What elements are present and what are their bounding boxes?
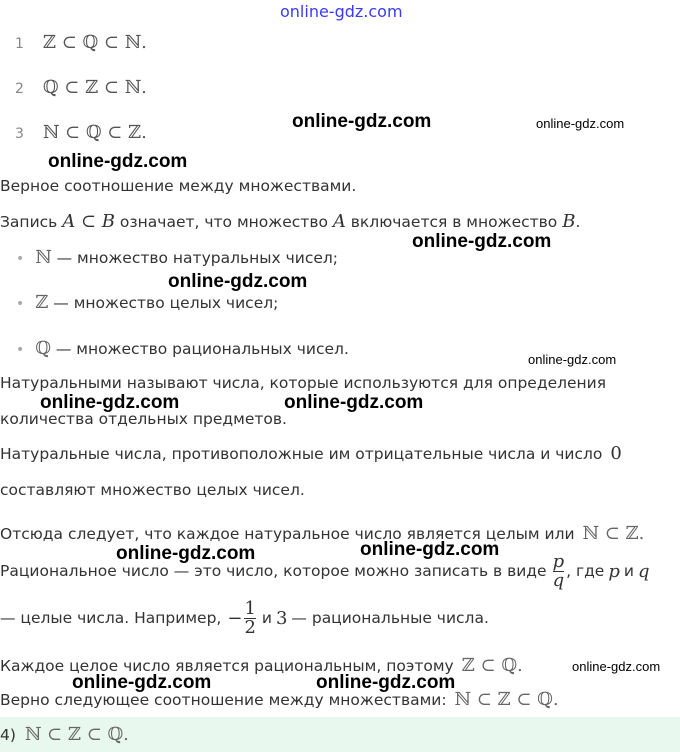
- watermark: online-gdz.com: [116, 543, 256, 564]
- answer-number: 4): [0, 726, 16, 744]
- watermark: online-gdz.com: [168, 271, 308, 292]
- bullet-natural: • ℕ — множество натуральных чисел;: [16, 247, 339, 268]
- watermark: online-gdz.com: [284, 392, 424, 413]
- bullet-icon: •: [16, 251, 25, 267]
- watermark-small: online-gdz.com: [536, 116, 625, 131]
- para-integer-line-2: составляют множество целых чисел.: [0, 481, 305, 499]
- notation-paragraph: Запись A ⊂ B означает, что множество A включается в множество B.: [0, 211, 581, 232]
- para-rational-line-1: Рациональное число — это число, которое можно записать в виде $\frac{p}{q}$ , где p и q: [0, 550, 650, 591]
- watermark: online-gdz.com: [412, 231, 552, 252]
- option-3: [15, 122, 147, 143]
- watermark-small: online-gdz.com: [572, 659, 661, 674]
- bullet-icon: •: [16, 296, 25, 312]
- bullet-icon: •: [16, 342, 25, 358]
- option-number: 3: [15, 126, 24, 142]
- watermark-small: online-gdz.com: [528, 352, 617, 367]
- watermark: online-gdz.com: [360, 539, 500, 560]
- watermark: online-gdz.com: [48, 151, 188, 172]
- option-number: 1: [15, 36, 24, 52]
- watermark: online-gdz.com: [292, 111, 432, 132]
- watermark: online-gdz.com: [72, 672, 212, 693]
- para-natural-line-2: количества отдельных предметов.: [0, 410, 287, 428]
- set-a: A: [62, 211, 76, 232]
- fraction-p-q: $\frac{p}{q}$: [552, 550, 565, 591]
- watermark: online-gdz.com: [40, 392, 180, 413]
- para-hence: Отсюда следует, что каждое натуральное число является целым или ℕ ⊂ ℤ.: [0, 523, 645, 544]
- answer-box: [0, 717, 680, 752]
- watermark: online-gdz.com: [316, 672, 456, 693]
- option-number: 2: [15, 81, 24, 97]
- para-natural-line-1: Натуральными называют числа, которые используются для определения: [0, 374, 607, 392]
- option-formula: ℕ ⊂ ℚ ⊂ ℤ.: [42, 122, 147, 143]
- bullet-integer: • ℤ — множество целых чисел;: [16, 292, 279, 313]
- fraction-one-half: $\frac{1}{2}$: [244, 597, 256, 638]
- answer: [0, 724, 129, 745]
- option-formula: ℤ ⊂ ℚ ⊂ ℕ.: [42, 32, 147, 53]
- bullet-rational: • ℚ — множество рациональных чисел.: [16, 338, 349, 359]
- option-formula: ℚ ⊂ ℤ ⊂ ℕ.: [42, 77, 147, 98]
- task-text: Верное соотношение между множествами.: [0, 177, 357, 195]
- para-every: Каждое целое число является рациональным, поэтому ℤ ⊂ ℚ.: [0, 655, 523, 676]
- para-correct: Верно следующее соотношение между множествами: ℕ ⊂ ℤ ⊂ ℚ.: [0, 689, 559, 710]
- zero: 0: [610, 443, 622, 464]
- option-1: [15, 32, 147, 53]
- watermark-top: online-gdz.com: [280, 2, 403, 21]
- answer-formula: ℕ ⊂ ℤ ⊂ ℚ.: [24, 724, 129, 745]
- para-integer-line-1: Натуральные числа, противоположные им отрицательные числа и число 0: [0, 443, 622, 464]
- para-rational-line-2: — целые числа. Например, − $\frac{1}{2}$ и 3 — рациональные числа.: [0, 597, 489, 638]
- option-2: [15, 77, 147, 98]
- set-b: B: [101, 211, 115, 232]
